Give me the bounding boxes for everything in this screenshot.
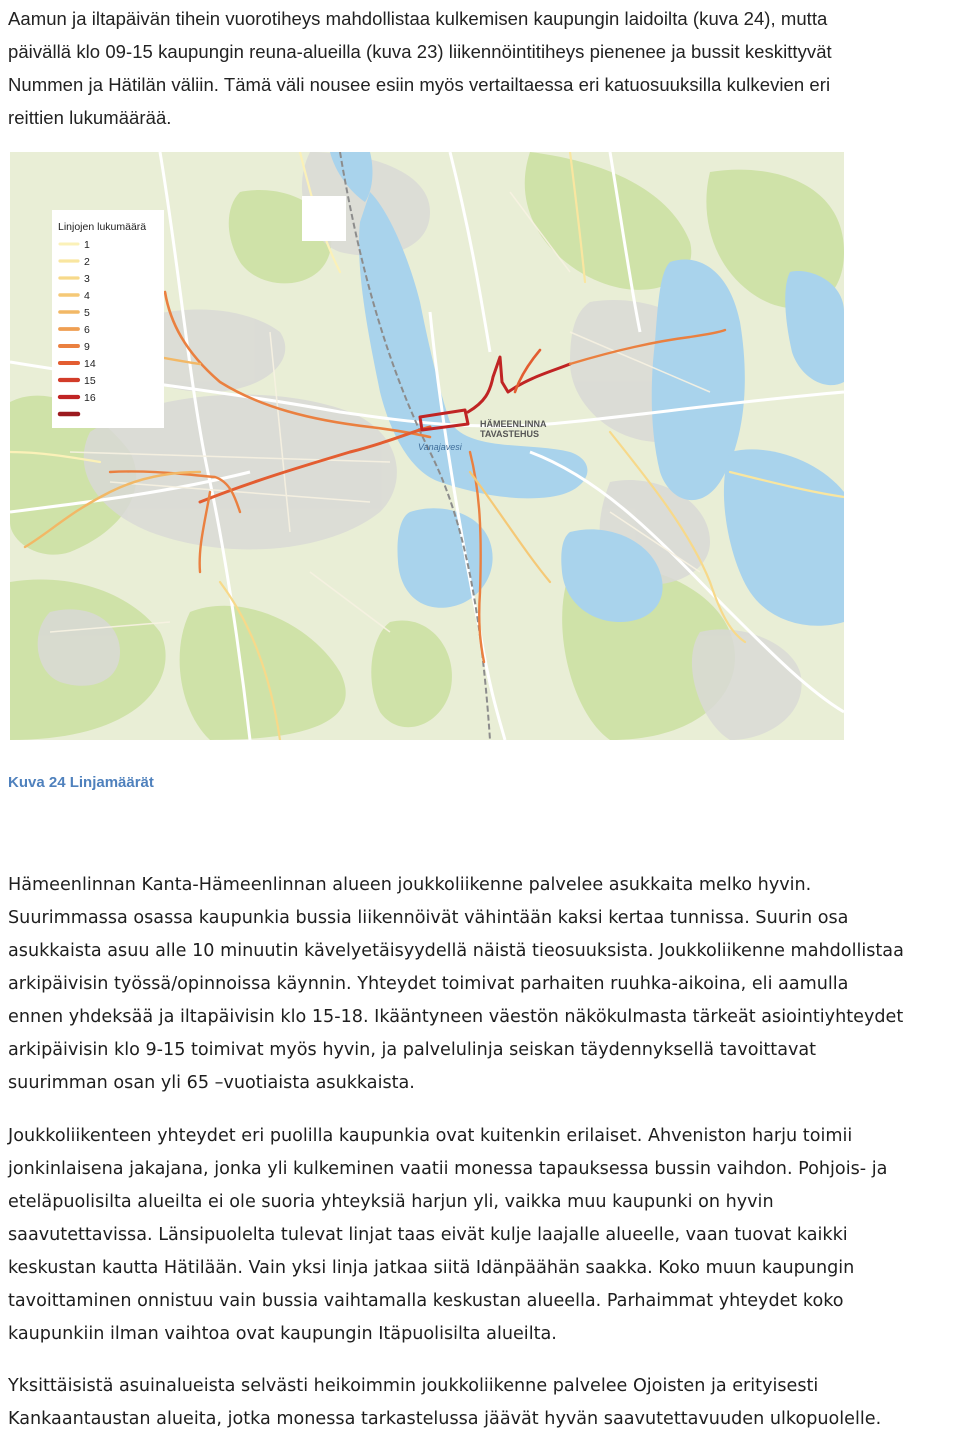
legend-label: 9	[84, 341, 90, 353]
text-line: arkipäivisin klo 9-15 toimivat myös hyvin, ja palvelulinja seiskan täydennyksellä tavoittavat	[8, 1040, 817, 1060]
legend-label: 1	[84, 239, 90, 251]
place-label-center-sub: TAVASTEHUS	[480, 429, 540, 439]
body-paragraph-1	[8, 869, 960, 1100]
text-line: reittien lukumäärää.	[8, 107, 172, 128]
text-line: tavoittaminen onnistuu vain bussia vaihtamalla keskustan alueella. Parhaimmat yhteydet koko	[8, 1291, 844, 1311]
text-line: eteläpuolisilta alueilta ei ole suoria yhteyksiä harjun yli, vaikka muu kaupunki on hyvin	[8, 1192, 774, 1212]
bus-route-map	[10, 152, 844, 740]
text-line: kaupunkiin ilman vaihtoa ovat kaupungin Itäpuolisilta alueilta.	[8, 1324, 557, 1344]
text-line: suurimman osan yli 65 –vuotiaista asukkaista.	[8, 1073, 415, 1093]
text-line: keskustan kautta Hätilään. Vain yksi linja jatkaa siitä Idänpäähän saakka. Koko muun kaupungin	[8, 1258, 855, 1278]
legend-label: 4	[84, 290, 90, 302]
text-line: ennen yhdeksää ja iltapäivisin klo 15-18. Ikääntyneen väestön näkökulmasta tärkeät asiointiyhteydet	[8, 1007, 904, 1027]
place-label-center: HÄMEENLINNA	[480, 419, 547, 429]
legend-label: 3	[84, 273, 90, 285]
text-line: Nummen ja Hätilän väliin. Tämä väli nousee esiin myös vertailtaessa eri katuosuuksilla kulkevien eri	[8, 74, 831, 95]
text-line: Kankaantaustan alueita, jotka monessa tarkastelussa jäävät hyvän saavutettavuuden ulkopuolelle.	[8, 1409, 882, 1429]
text-line: päivällä klo 09-15 kaupungin reuna-alueilla (kuva 23) liikennöintitiheys pienenee ja bussit keskittyvät	[8, 41, 832, 62]
legend-title: Linjojen lukumäärä	[58, 221, 147, 233]
text-line: Suurimmassa osassa kaupunkia bussia liikennöivät vähintään kaksi kertaa tunnissa. Suurin osa	[8, 908, 849, 928]
figure-caption: Kuva 24 Linjamäärät	[8, 774, 154, 791]
place-label-lake: Vanajavesi	[418, 442, 462, 452]
text-line: Yksittäisistä asuinalueista selvästi heikoimmin joukkoliikenne palvelee Ojoisten ja erityisesti	[8, 1376, 819, 1396]
text-line: Aamun ja iltapäivän tihein vuorotiheys mahdollistaa kulkemisen kaupungin laidoilta (kuva 24), mutta	[8, 8, 828, 29]
text-line: arkipäivisin työssä/opinnoissa käynnin. Yhteydet toimivat parhaiten ruuhka-aikoina, eli aamulla	[8, 974, 849, 994]
legend-label: 14	[84, 358, 96, 370]
body-paragraph-2	[8, 1120, 960, 1351]
text-line: saavutettavissa. Länsipuolelta tulevat linjat taas eivät kulje laajalle alueelle, vaan tuovat kaikki	[8, 1225, 848, 1245]
text-line: Hämeenlinnan Kanta-Hämeenlinnan alueen joukkoliikenne palvelee asukkaita melko hyvin.	[8, 875, 812, 895]
legend-label: 5	[84, 307, 90, 319]
legend-label: 2	[84, 256, 90, 268]
legend-label: 16	[84, 392, 96, 404]
text-line: asukkaista asuu alle 10 minuutin kävelyetäisyydellä näistä tieosuuksista. Joukkoliikenne mahdollistaa	[8, 941, 904, 961]
body-paragraph-3	[8, 1370, 960, 1436]
legend-label: 6	[84, 324, 90, 336]
intro-paragraph	[8, 2, 960, 134]
legend-label: 15	[84, 375, 96, 387]
text-line: Joukkoliikenteen yhteydet eri puolilla kaupunkia ovat kuitenkin erilaiset. Ahveniston harju toimii	[8, 1126, 853, 1146]
legend-notch	[302, 196, 346, 241]
text-line: jonkinlaisena jakajana, jonka yli kulkeminen vaatii monessa tapauksessa bussin vaihdon. Pohjois- ja	[8, 1159, 888, 1179]
